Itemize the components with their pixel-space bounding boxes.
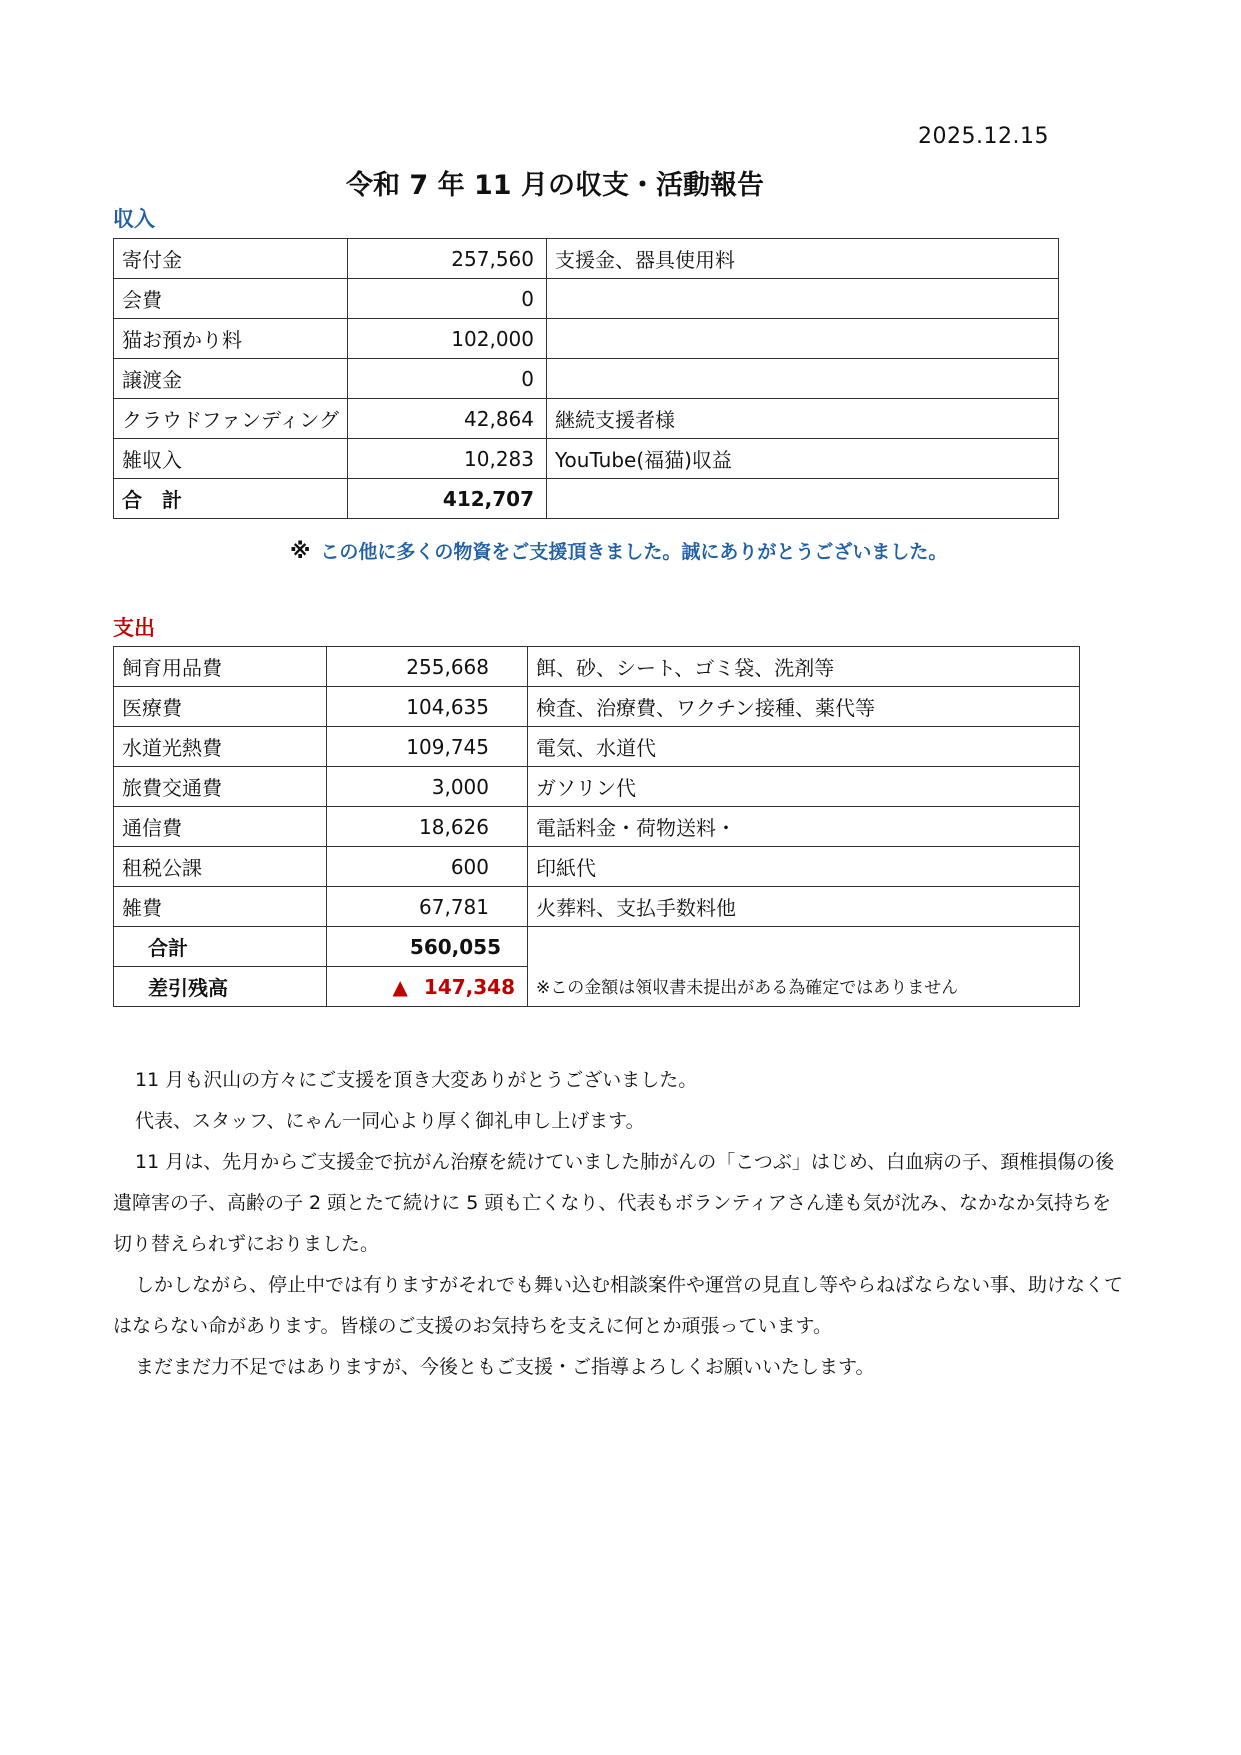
income-note-line [290,537,947,564]
expense-amount: 3,000 [327,767,528,807]
triangle-up-icon: ▲ [392,974,408,999]
table-row [114,239,1059,279]
income-note: YouTube(福猫)収益 [547,439,1059,479]
expense-note: 検査、治療費、ワクチン接種、薬代等 [528,687,1080,727]
income-amount: 0 [348,359,547,399]
expense-label: 水道光熱費 [114,727,327,767]
expense-amount: 18,626 [327,807,528,847]
table-row [114,727,1080,767]
balance-remark: ※この金額は領収書未提出がある為確定ではありません [536,978,959,998]
table-row [114,359,1059,399]
table-row [114,847,1080,887]
expense-label: 通信費 [114,807,327,847]
income-amount: 0 [348,279,547,319]
balance-remark-cell [528,927,1080,1007]
table-row [114,647,1080,687]
income-amount: 42,864 [348,399,547,439]
income-note: 支援金、器具使用料 [547,239,1059,279]
expense-amount: 67,781 [327,887,528,927]
expense-note: 火葬料、支払手数料他 [528,887,1080,927]
expense-total-row [114,927,1080,967]
income-label: 雑収入 [114,439,348,479]
message-paragraph: まだまだ力不足ではありますが、今後ともご支援・ご指導よろしくお願いいたします。 [135,1356,875,1378]
expense-note: ガソリン代 [528,767,1080,807]
balance-amount-cell [327,967,528,1007]
expense-label: 旅費交通費 [114,767,327,807]
income-note: 継続支援者様 [547,399,1059,439]
expense-note: 餌、砂、シート、ゴミ袋、洗剤等 [528,647,1080,687]
income-label: 譲渡金 [114,359,348,399]
expense-heading: 支出 [113,616,155,640]
income-amount: 10,283 [348,439,547,479]
expense-amount: 109,745 [327,727,528,767]
income-heading: 収入 [113,207,155,231]
income-label: クラウドファンディング [114,399,348,439]
reference-mark-icon: ※ [290,539,311,563]
income-label: 猫お預かり料 [114,319,348,359]
expense-total-amount: 560,055 [327,927,528,967]
table-row [114,319,1059,359]
expense-total-label: 合計 [114,927,327,967]
report-date: 2025.12.15 [918,124,1049,149]
table-row [114,807,1080,847]
message-paragraph: しかしながら、停止中では有りますがそれでも舞い込む相談案件や運営の見直し等やらねばならない事、助けなくてはならない命があります。皆様のご支援のお気持ちを支えに何とか頑張っています。 [113,1274,1124,1337]
income-supplies-note: この他に多くの物資をご支援頂きました。誠にありがとうございました。 [320,541,948,563]
expense-table [113,646,1080,1007]
income-total-label: 合 計 [114,479,348,519]
expense-label: 雑費 [114,887,327,927]
income-note [547,279,1059,319]
table-row [114,767,1080,807]
expense-amount: 255,668 [327,647,528,687]
balance-label: 差引残高 [114,967,327,1007]
table-row [114,399,1059,439]
expense-label: 飼育用品費 [114,647,327,687]
income-label: 会費 [114,279,348,319]
expense-note: 電話料金・荷物送料・ [528,807,1080,847]
message-paragraph: 11 月は、先月からご支援金で抗がん治療を続けていました肺がんの「こつぶ」はじめ、白血病の子、頚椎損傷の後遺障害の子、高齢の子 2 頭とたて続けに 5 頭も亡くなり、代表もボランティアさん達も気が沈み、なかなか気持ちを切り替えられずにおりました。 [113,1151,1115,1255]
report-title: 令和 7 年 11 月の収支・活動報告 [346,170,764,201]
income-note [547,319,1059,359]
message-paragraph: 11 月も沢山の方々にご支援を頂き大変ありがとうございました。 [135,1069,698,1091]
income-label: 寄付金 [114,239,348,279]
expense-note: 電気、水道代 [528,727,1080,767]
table-row [114,279,1059,319]
balance-amount: 147,348 [423,974,515,999]
expense-label: 医療費 [114,687,327,727]
expense-amount: 600 [327,847,528,887]
expense-note: 印紙代 [528,847,1080,887]
table-row [114,887,1080,927]
message-paragraph: 代表、スタッフ、にゃん一同心より厚く御礼申し上げます。 [135,1110,645,1132]
income-total-note [547,479,1059,519]
income-total-row [114,479,1059,519]
income-table [113,238,1059,519]
table-row [114,687,1080,727]
expense-amount: 104,635 [327,687,528,727]
income-amount: 257,560 [348,239,547,279]
table-row [114,439,1059,479]
income-amount: 102,000 [348,319,547,359]
income-total-amount: 412,707 [348,479,547,519]
income-note [547,359,1059,399]
expense-label: 租税公課 [114,847,327,887]
report-message [113,1060,1123,1388]
